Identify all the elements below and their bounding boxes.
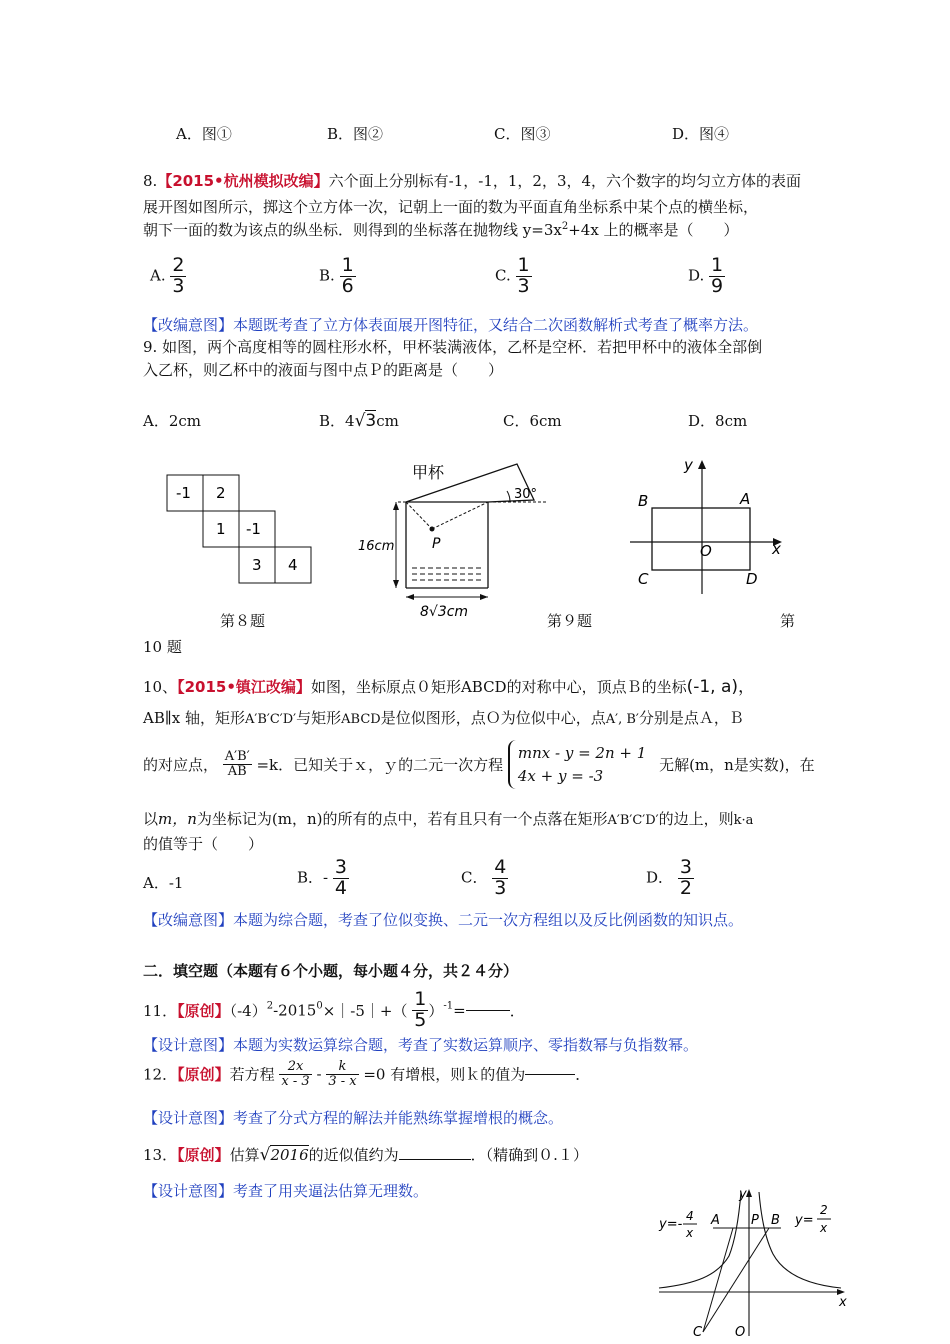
q8-text-3a: 朝下一面的数为该点的纵坐标．则得到的坐标落在抛物线 y=3x	[143, 221, 562, 239]
q12-fraction-1	[279, 1060, 311, 1088]
rectangle-abcd	[652, 508, 750, 570]
q12-intent	[143, 1107, 563, 1128]
q13-intent-tag: 【设计意图】	[143, 1182, 234, 1200]
figure-14-graph	[655, 1186, 850, 1338]
q10-points-prime: A′, B′	[605, 712, 639, 727]
figure-8-cube-net	[166, 474, 316, 586]
point-b-label: B	[771, 1213, 780, 1228]
right-function-lhs: y=	[795, 1213, 814, 1228]
q9-option-c: C．6cm	[503, 412, 562, 430]
y-axis-label: y	[684, 456, 693, 474]
y-axis-arrow	[746, 1189, 752, 1197]
q11-source-tag: 【原创】	[177, 1001, 230, 1020]
numerator: 1	[517, 254, 530, 276]
q7-option-b: B．图②	[327, 125, 384, 143]
q12-minus: -	[316, 1065, 322, 1084]
q10-option-a: A．-1	[143, 874, 184, 892]
q12-pre: 若方程	[229, 1065, 275, 1084]
q10-text-3b: =k．已知关于ｘ，ｙ的二元一次方程	[256, 756, 504, 774]
width-arrow-right	[480, 594, 488, 600]
q9-option-b	[319, 410, 399, 431]
q13-end: ．（精确到０.１）	[470, 1146, 588, 1164]
q8-intent-text: 本题既考查了立方体表面展开图特征，又结合二次函数解析式考查了概率方法。	[233, 316, 759, 334]
segment-ca	[703, 1228, 733, 1332]
q7-option-a: A．图①	[176, 125, 232, 143]
q10-text-4b: 为坐标记为(m，n)的所有的点中，若有且只有一个点落在矩形	[196, 810, 608, 828]
radical-sign: √	[354, 411, 366, 431]
q13-radicand: 2016	[270, 1146, 309, 1164]
q12-end: ．	[575, 1065, 591, 1084]
q13-pre: 估算	[229, 1146, 260, 1164]
q13-number: 13．	[143, 1146, 178, 1164]
q10-text-2d: 分别是点Ａ，Ｂ	[638, 709, 744, 727]
numerator: k	[326, 1060, 358, 1075]
denominator: 9	[711, 274, 724, 297]
q10-option-b	[297, 858, 349, 899]
denominator: 5	[414, 1008, 427, 1031]
q10-line3	[143, 740, 815, 789]
numerator: 3	[679, 856, 692, 878]
q10-rect-prime: A′B′C′D′	[245, 712, 297, 727]
q11-expr-a: （-4）	[229, 1001, 267, 1020]
q12-line	[143, 1060, 590, 1088]
q10-ka: k·a	[733, 813, 754, 828]
q10-point-b: (-1, a)，	[686, 677, 756, 697]
denominator: 4	[334, 876, 347, 899]
q13-intent-text: 考查了用夹逼法估算无理数。	[233, 1182, 429, 1200]
point-p-label: P	[432, 536, 441, 552]
q11-fraction	[412, 990, 428, 1031]
numerator: 2	[172, 254, 185, 276]
q10-line1	[143, 672, 755, 697]
q10-intent-tag: 【改编意图】	[143, 911, 234, 929]
q13-source-tag: 【原创】	[177, 1146, 230, 1164]
denominator: AB	[227, 764, 247, 779]
q12-fraction-2	[326, 1060, 358, 1088]
q11-intent	[143, 1034, 698, 1055]
denominator: 6	[341, 274, 354, 297]
denominator: 3	[494, 876, 507, 899]
q11-intent-tag: 【设计意图】	[143, 1036, 234, 1054]
q10-option-d-fraction	[678, 858, 694, 899]
width-label: 8√3cm	[420, 604, 469, 620]
q8-option-d	[688, 256, 725, 297]
q10-line4	[143, 808, 753, 829]
point-c-label: C	[693, 1325, 703, 1338]
q8-option-b-label: B.	[319, 266, 335, 285]
vertex-c-label: C	[638, 570, 649, 588]
q11-expr-e: =	[453, 1001, 466, 1020]
q10-text-4c: 的边上，则	[658, 810, 734, 828]
height-arrow-top	[393, 502, 399, 510]
q13-answer-blank[interactable]	[399, 1159, 471, 1160]
q8-line2: 展开图如图所示，掷这个立方体一次，记朝上一面的数为平面直角坐标系中某个点的横坐标，	[143, 198, 759, 216]
point-p	[430, 527, 435, 532]
q10-option-d-label: D．	[646, 868, 674, 887]
width-arrow-left	[406, 594, 414, 600]
y-axis-arrow	[698, 460, 706, 469]
q11-sup-1: 2	[266, 1000, 274, 1012]
numerator: 4	[494, 856, 507, 878]
net-label-4: -1	[246, 520, 261, 538]
q10-text-2b: 与矩形	[296, 709, 342, 727]
q10-source-tag: 【2015•镇江改编】	[177, 678, 311, 696]
q10-mn: m，n	[158, 810, 197, 828]
curve-left	[659, 1192, 741, 1288]
figure-10-rectangle	[622, 452, 792, 600]
height-label: 16cm	[358, 539, 395, 554]
q10-text-2a: AB∥x 轴，矩形	[143, 709, 246, 727]
denominator: 3	[517, 274, 530, 297]
q11-expr-c: ×｜-5｜+（	[322, 1001, 408, 1020]
q10-ratio-fraction	[223, 750, 252, 778]
q10-intent-text: 本题为综合题，考查了位似变换、二元一次方程组以及反比例函数的知识点。	[233, 911, 744, 929]
q12-answer-blank[interactable]	[525, 1074, 575, 1075]
q10-text-4a: 以	[143, 810, 159, 828]
curve-right	[759, 1192, 841, 1288]
q8-option-c-fraction	[516, 256, 532, 297]
denominator: 3	[172, 274, 185, 297]
q9-line1: 9. 如图，两个高度相等的圆柱形水杯，甲杯装满液体，乙杯是空杯．若把甲杯中的液体全部倒	[143, 338, 763, 356]
q11-expr-b: -2015	[273, 1001, 317, 1020]
q12-intent-text: 考查了分式方程的解法并能熟练掌握增根的概念。	[233, 1109, 564, 1127]
denominator: 3 - x	[328, 1073, 357, 1089]
q10-option-d	[646, 858, 694, 899]
q10-line5: 的值等于（ ）	[143, 835, 264, 853]
q11-end: ．	[509, 1001, 525, 1020]
net-label-3: 1	[216, 520, 226, 538]
q11-line	[143, 990, 525, 1031]
q9-line2: 入乙杯，则乙杯中的液面与图中点Ｐ的距离是（ ）	[143, 361, 504, 379]
q8-option-a-fraction	[170, 256, 186, 297]
q8-option-a	[150, 256, 186, 297]
caption-figure-8: 第８题	[220, 612, 266, 630]
p-line-right	[432, 502, 488, 529]
q8-intent	[143, 314, 758, 335]
vertex-b-label: B	[638, 492, 649, 510]
q8-exponent: 2	[561, 221, 569, 232]
left-function-lhs: y=-	[659, 1217, 683, 1232]
q11-sup-3: -1	[443, 1000, 454, 1012]
q10-equation-2: 4x + y = -3	[517, 766, 604, 785]
q8-option-a-label: A.	[150, 266, 166, 285]
q10-text-2c: 是位似图形，点Ｏ为位似中心，点	[380, 709, 606, 727]
caption-figure-10-a: 第	[780, 612, 796, 630]
q10-text-3a: 的对应点，	[143, 756, 219, 774]
q12-intent-tag: 【设计意图】	[143, 1109, 234, 1127]
angle-label: 30°	[514, 487, 538, 502]
vertex-d-label: D	[746, 570, 758, 588]
numerator: A′B′	[224, 749, 250, 765]
net-label-2: 2	[216, 484, 226, 502]
q11-intent-text: 本题为实数运算综合题，考查了实数运算顺序、零指数幂与负指数幂。	[233, 1036, 699, 1054]
q13-line	[143, 1144, 588, 1165]
q8-text-3b: +4x 上的概率是（ ）	[568, 221, 739, 239]
q8-line3	[143, 219, 739, 240]
origin-label: O	[735, 1325, 746, 1338]
q8-text-1: 六个面上分别标有-1，-1，1，2，3，4，六个数字的均匀立方体的表面	[328, 172, 802, 190]
numerator: 3	[334, 856, 347, 878]
q10-option-b-fraction	[333, 858, 349, 899]
caption-figure-10-b: 10 题	[143, 638, 182, 656]
height-arrow-bottom	[393, 580, 399, 588]
q10-intent	[143, 909, 743, 930]
q8-number: 8.	[143, 172, 158, 190]
q8-line1	[143, 170, 801, 191]
q12-post: =0 有增根，则ｋ的值为	[363, 1065, 526, 1084]
q10-option-c-fraction	[492, 858, 508, 899]
left-function-denominator: x	[686, 1226, 694, 1240]
q8-source-tag: 【2015•杭州模拟改编】	[157, 172, 329, 190]
net-label-6: 4	[288, 556, 298, 574]
q8-option-b-fraction	[340, 256, 356, 297]
numerator: 1	[341, 254, 354, 276]
figure-9-cups	[352, 456, 562, 624]
q7-option-c: C．图③	[494, 125, 551, 143]
q8-option-d-fraction	[709, 256, 725, 297]
point-a-label: A	[711, 1213, 720, 1228]
q9-option-b-label: B．4	[319, 412, 355, 430]
q10-option-b-label: B．-	[297, 868, 329, 887]
y-axis-label: y	[739, 1187, 747, 1202]
origin-label: O	[700, 542, 712, 560]
q10-equation-1: mnx - y = 2n + 1	[517, 744, 647, 762]
q13-post: 的近似值约为	[308, 1146, 399, 1164]
q9-radicand: 3	[365, 411, 377, 431]
numerator: 1	[414, 988, 427, 1010]
right-function-denominator: x	[820, 1221, 828, 1235]
vertex-a-label: A	[740, 490, 751, 508]
right-function-numerator: 2	[820, 1203, 828, 1217]
q10-number: 10、	[143, 678, 178, 696]
denominator: 2	[679, 876, 692, 899]
q10-equation-system	[508, 740, 654, 789]
q11-number: 11．	[143, 1001, 178, 1020]
caption-figure-9: 第９题	[547, 612, 593, 630]
q11-expr-d: ）	[428, 1001, 444, 1020]
q10-line2	[143, 707, 744, 728]
q8-option-d-label: D.	[688, 266, 705, 285]
q8-option-b	[319, 256, 356, 297]
net-label-1: -1	[176, 484, 191, 502]
q10-text-1: 如图，坐标原点０矩形ABCD的对称中心，顶点Ｂ的坐标	[310, 678, 687, 696]
q10-option-c-label: C．	[461, 868, 488, 887]
q11-answer-blank[interactable]	[466, 1010, 510, 1011]
q9-option-a: A．2cm	[143, 412, 202, 430]
angle-arc	[507, 491, 510, 502]
q10-rect-prime-2: A′B′C′D′	[607, 813, 659, 828]
q10-rect: ABCD	[341, 712, 381, 727]
section-2-title: 二．填空题（本题有６个小题，每小题４分，共２４分）	[143, 962, 519, 980]
q8-intent-tag: 【改编意图】	[143, 316, 234, 334]
radical-sign: √	[259, 1145, 271, 1165]
q11-sup-2: 0	[316, 1000, 323, 1012]
q10-text-3c: 无解(m，n是实数)，在	[659, 756, 815, 774]
left-function-numerator: 4	[686, 1209, 694, 1223]
q8-option-c	[495, 256, 532, 297]
x-axis-label: x	[772, 540, 781, 558]
x-axis-label: x	[839, 1295, 847, 1310]
net-label-5: 3	[252, 556, 262, 574]
numerator: 1	[711, 254, 724, 276]
cup-title: 甲杯	[412, 463, 445, 482]
point-p-label: P	[751, 1213, 759, 1228]
q13-intent	[143, 1180, 428, 1201]
q10-option-c	[461, 858, 508, 899]
p-line-left	[406, 502, 432, 529]
segment-cb	[703, 1228, 769, 1332]
q9-option-b-unit: cm	[376, 412, 399, 430]
denominator: x - 3	[281, 1073, 310, 1089]
numerator: 2x	[279, 1060, 311, 1075]
q12-number: 12．	[143, 1065, 178, 1084]
q8-option-c-label: C.	[495, 266, 511, 285]
q12-source-tag: 【原创】	[177, 1065, 230, 1084]
q7-option-d: D．图④	[672, 125, 730, 143]
q9-option-d: D．8cm	[688, 412, 748, 430]
